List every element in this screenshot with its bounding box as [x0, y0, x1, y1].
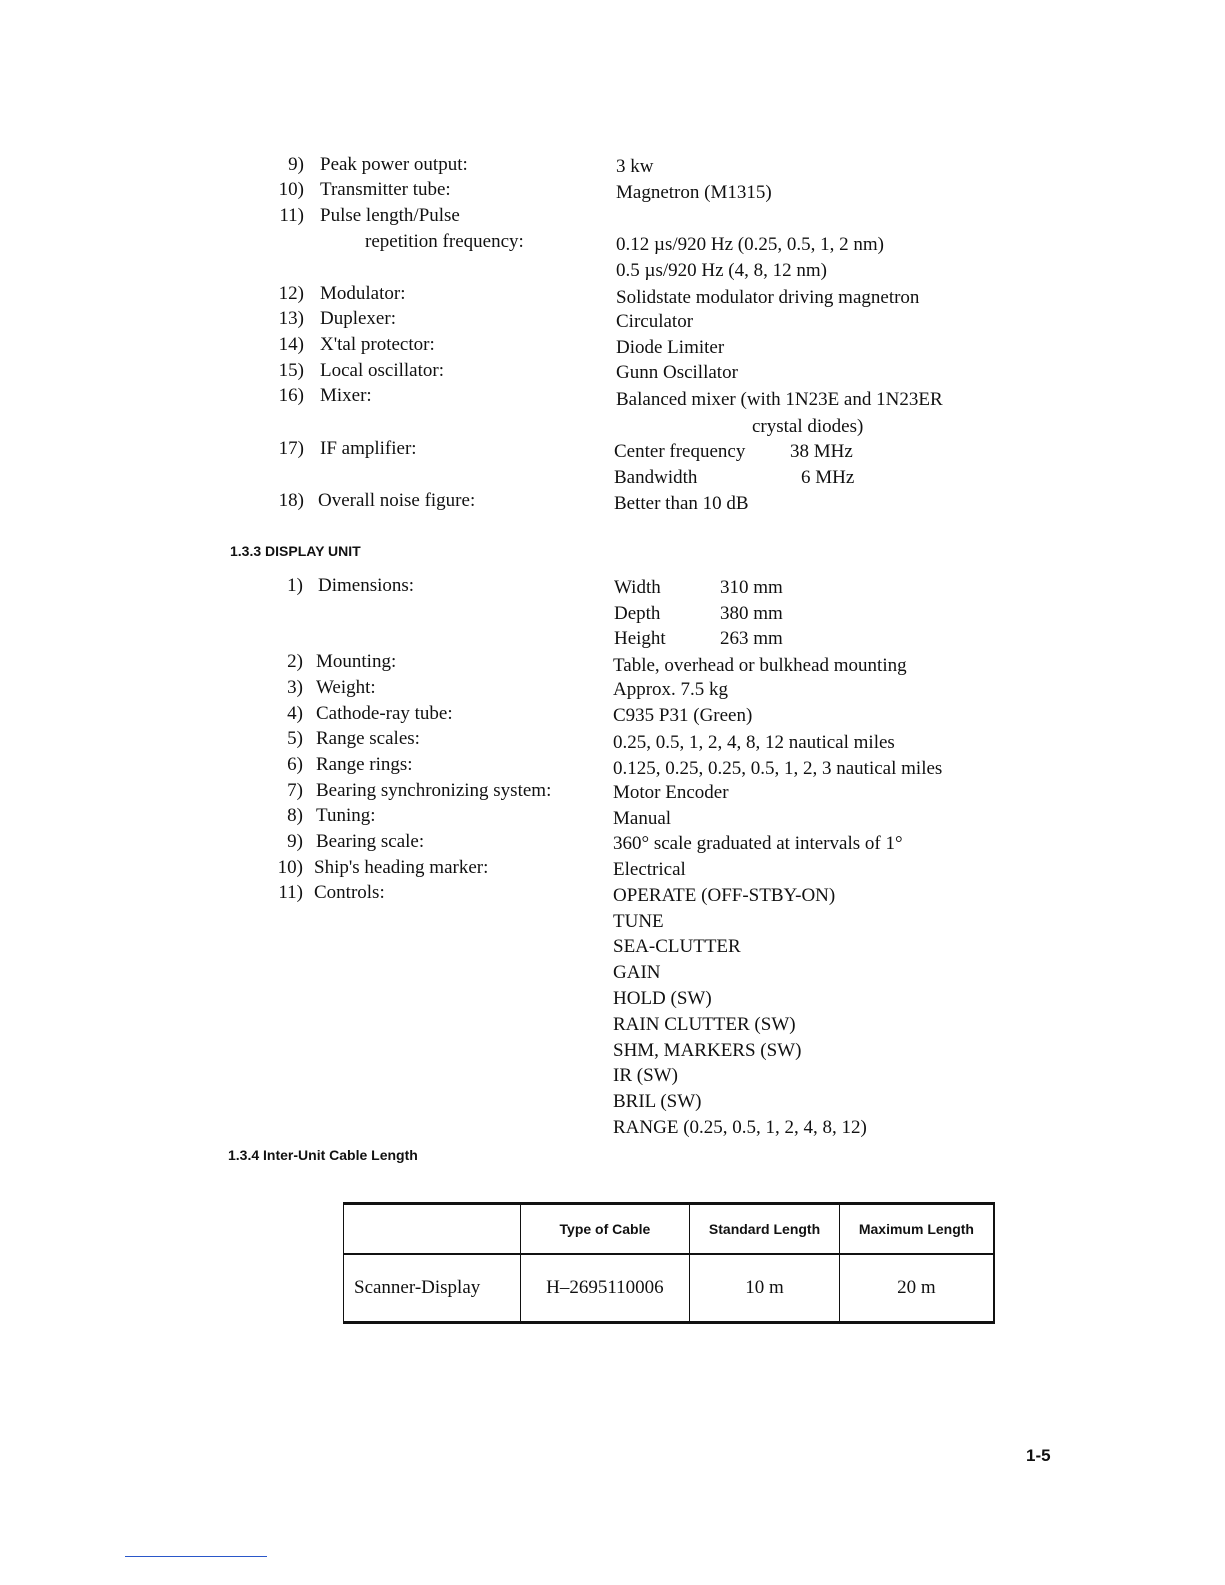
item-number: 8) [287, 805, 303, 826]
item-number: 2) [287, 651, 303, 672]
spec-value: 0.12 µs/920 Hz (0.25, 0.5, 1, 2 nm) [616, 234, 884, 255]
spec-label: Controls: [314, 882, 385, 903]
item-number: 4) [287, 703, 303, 724]
control-name: IR (SW) [613, 1065, 678, 1086]
item-number: 15) [278, 360, 304, 381]
scan-line-artifact [125, 1556, 267, 1557]
item-number: 10) [278, 179, 304, 200]
item-number: 11) [278, 882, 303, 903]
control-name: GAIN [613, 962, 661, 983]
spec-value: 0.25, 0.5, 1, 2, 4, 8, 12 nautical miles [613, 732, 895, 753]
table-header-row [344, 1204, 995, 1255]
item-number: 18) [278, 490, 304, 511]
spec-value: 360° scale graduated at intervals of 1° [613, 833, 903, 854]
spec-label: Tuning: [316, 805, 376, 826]
item-number: 12) [278, 283, 304, 304]
spec-value: Balanced mixer (with 1N23E and 1N23ER [616, 389, 943, 410]
column-header: Standard Length [690, 1204, 840, 1255]
section-heading-cable-length: 1.3.4 Inter-Unit Cable Length [228, 1147, 418, 1163]
control-name: HOLD (SW) [613, 988, 712, 1009]
spec-value: Width [614, 577, 661, 598]
column-header: Maximum Length [839, 1204, 994, 1255]
spec-label: Range rings: [316, 754, 413, 775]
spec-value: Motor Encoder [613, 782, 729, 803]
spec-value: 380 mm [720, 603, 783, 624]
spec-label-continued: repetition frequency: [365, 231, 524, 252]
item-number: 13) [278, 308, 304, 329]
spec-value: 0.5 µs/920 Hz (4, 8, 12 nm) [616, 260, 827, 281]
spec-label: X'tal protector: [320, 334, 435, 355]
spec-label: Pulse length/Pulse [320, 205, 460, 226]
spec-value: 310 mm [720, 577, 783, 598]
spec-value: Electrical [613, 859, 686, 880]
spec-label: Ship's heading marker: [314, 857, 489, 878]
page-number: 1-5 [1026, 1446, 1051, 1465]
spec-label: Bearing scale: [316, 831, 425, 852]
spec-value: Center frequency [614, 441, 746, 462]
spec-value: Gunn Oscillator [616, 362, 738, 383]
item-number: 10) [277, 857, 303, 878]
spec-value: 38 MHz [790, 441, 853, 462]
spec-label: Range scales: [316, 728, 420, 749]
control-name: RANGE (0.25, 0.5, 1, 2, 4, 8, 12) [613, 1117, 867, 1138]
spec-value: Magnetron (M1315) [616, 182, 772, 203]
spec-label: Weight: [316, 677, 376, 698]
spec-value: Diode Limiter [616, 337, 725, 358]
spec-label: Mixer: [320, 385, 372, 406]
spec-label: Duplexer: [320, 308, 396, 329]
column-header [344, 1204, 521, 1255]
item-number: 1) [287, 575, 303, 596]
spec-value: Solidstate modulator driving magnetron [616, 287, 920, 308]
item-number: 3) [287, 677, 303, 698]
spec-label: Cathode-ray tube: [316, 703, 453, 724]
spec-value: C935 P31 (Green) [613, 705, 753, 726]
spec-label: Bearing synchronizing system: [316, 780, 552, 801]
spec-value: crystal diodes) [752, 416, 864, 437]
section-heading-display-unit: 1.3.3 DISPLAY UNIT [230, 543, 361, 559]
table-cell: 10 m [690, 1254, 840, 1323]
spec-value: Circulator [616, 311, 694, 332]
spec-label: Mounting: [316, 651, 397, 672]
spec-value: Depth [614, 603, 661, 624]
table-cell: H–2695110006 [520, 1254, 690, 1323]
item-number: 9) [288, 154, 304, 175]
spec-label: Peak power output: [320, 154, 468, 175]
item-number: 17) [278, 438, 304, 459]
spec-label: IF amplifier: [320, 438, 417, 459]
control-name: SHM, MARKERS (SW) [613, 1040, 802, 1061]
spec-label: Transmitter tube: [320, 179, 451, 200]
spec-value: Better than 10 dB [614, 493, 749, 514]
spec-value: Approx. 7.5 kg [613, 679, 729, 700]
control-name: BRIL (SW) [613, 1091, 702, 1112]
item-number: 9) [287, 831, 303, 852]
spec-value: Height [614, 628, 666, 649]
spec-value: Manual [613, 808, 672, 829]
control-name: TUNE [613, 911, 664, 932]
control-name: OPERATE (OFF-STBY-ON) [613, 885, 836, 906]
item-number: 16) [278, 385, 304, 406]
item-number: 11) [279, 205, 304, 226]
table-cell: 20 m [839, 1254, 994, 1323]
spec-value: 0.125, 0.25, 0.25, 0.5, 1, 2, 3 nautical miles [613, 758, 943, 779]
spec-value: 263 mm [720, 628, 783, 649]
column-header: Type of Cable [520, 1204, 690, 1255]
item-number: 6) [287, 754, 303, 775]
spec-value: Bandwidth [614, 467, 698, 488]
spec-label: Dimensions: [318, 575, 415, 596]
item-number: 5) [287, 728, 303, 749]
spec-label: Modulator: [320, 283, 406, 304]
spec-value: 3 kw [616, 156, 654, 177]
spec-label: Local oscillator: [320, 360, 444, 381]
item-number: 7) [287, 780, 303, 801]
spec-value: Table, overhead or bulkhead mounting [613, 655, 907, 676]
spec-value: 6 MHz [801, 467, 855, 488]
item-number: 14) [278, 334, 304, 355]
cable-length-table [343, 1202, 995, 1324]
table-row [344, 1254, 995, 1323]
control-name: RAIN CLUTTER (SW) [613, 1014, 796, 1035]
control-name: SEA-CLUTTER [613, 936, 741, 957]
table-cell: Scanner-Display [344, 1254, 521, 1323]
spec-label: Overall noise figure: [318, 490, 476, 511]
